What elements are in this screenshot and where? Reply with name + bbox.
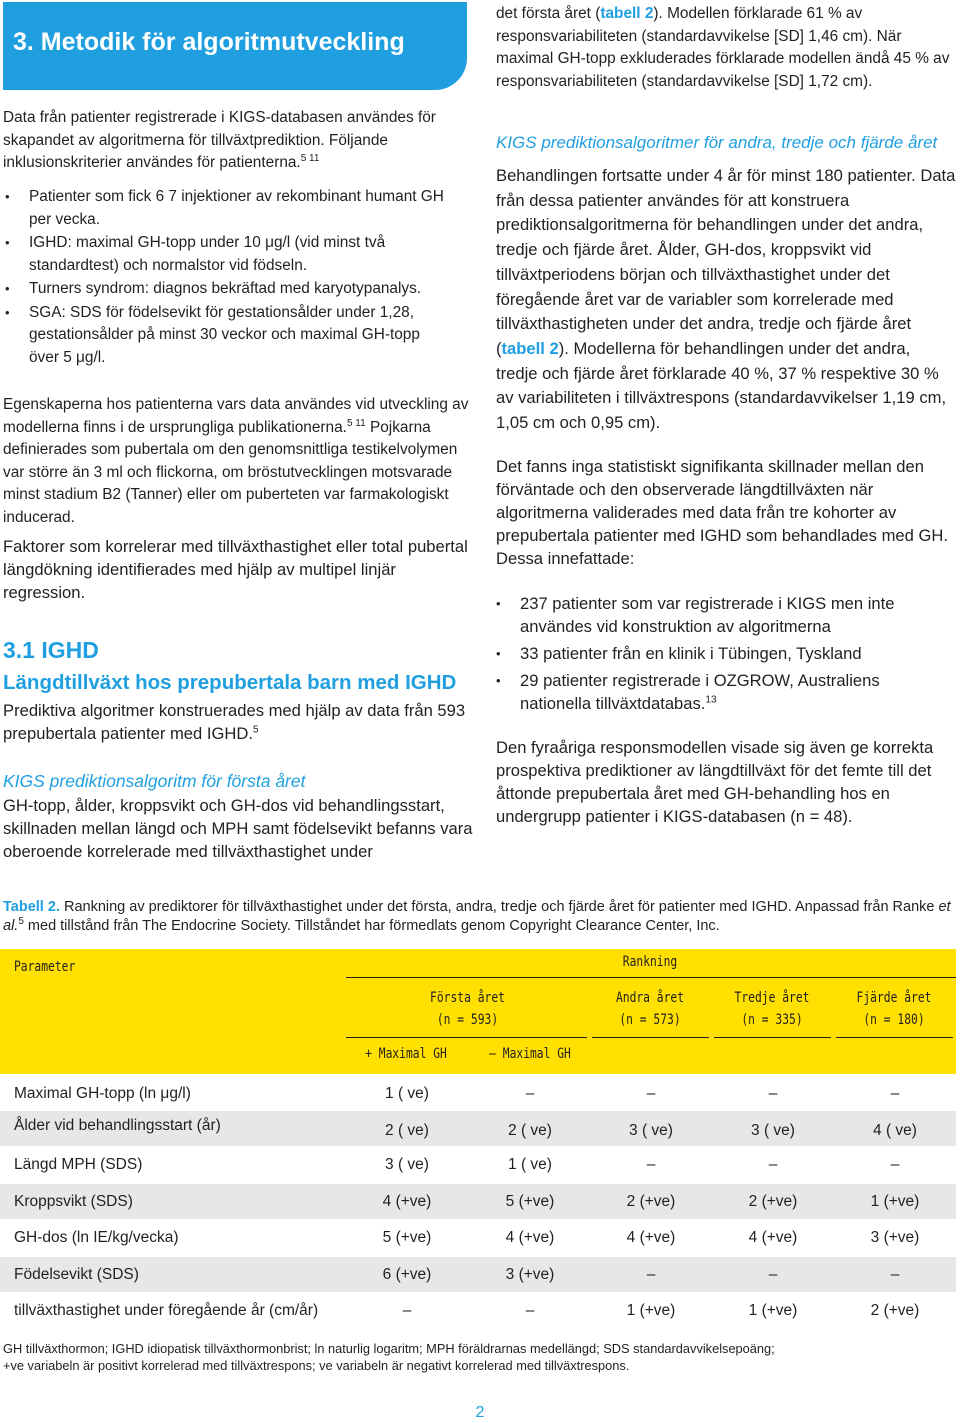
- four-year-paragraph: Den fyraåriga responsmodellen visade sig även ge korrekta prospektiva prediktioner av längdtillväxt för det femte till det åttonde prepubertala året med GH-behandling hos en undergrupp patienter i KIGS-databasen (n = 48).: [496, 738, 934, 826]
- cohort-item: • 29 patienter registrerade i OZGROW, Australiens nationella tillväxtdatabas.$^{13}$: [496, 669, 926, 715]
- header-plus-max-gh: + Maximal GH: [365, 1046, 447, 1062]
- row-param: Längd MPH (SDS): [14, 1156, 143, 1173]
- table-header: [0, 949, 956, 1074]
- para2-ref: 5 11: [346, 417, 366, 429]
- inclusion-criteria-list: [5, 186, 445, 369]
- third-year-divider: [714, 1037, 831, 1038]
- header-first-year: Första året (n = 593): [430, 990, 505, 1028]
- header-parameter: Parameter: [14, 959, 76, 975]
- first-year-divider: [346, 1037, 587, 1038]
- algorithm-paragraph: Prediktiva algoritmer konstruerades med hjälp av data från 593 prepubertala patienter med IGHD.$^5$: [3, 701, 466, 743]
- ranking-divider: [346, 977, 956, 978]
- table-row: [0, 1184, 956, 1219]
- criteria-item: • IGHD: maximal GH-topp under 10 μg/l (vid minst två standardtest) och normalstor vid födseln.: [5, 232, 445, 277]
- cohort-item: • 33 patienter från en klinik i Tübingen, Tyskland: [496, 642, 926, 665]
- subheading-first-year: KIGS prediktionsalgoritm för första året: [3, 771, 306, 791]
- intro-paragraph: Data från patienter registrerade i KIGS-databasen användes för skapandet av algoritmerna för tillväxtprediktion. Följande inklusionskriterier användes för patienterna.$^{5 11}$: [3, 109, 436, 171]
- row-param: Ålder vid behandlingsstart (år): [14, 1117, 221, 1134]
- table-ref-link[interactable]: tabell 2: [501, 338, 559, 358]
- table-row: Födelsevikt (SDS) 6 (+ve) 3 (+ve) – – –: [0, 1257, 956, 1292]
- row-param: Kroppsvikt (SDS): [14, 1193, 133, 1210]
- cell-third: 1 (+ve): [748, 1302, 798, 1319]
- page-number: 2: [475, 1404, 485, 1421]
- cell-first-minus: 2 ( ve): [508, 1122, 552, 1139]
- validation-paragraph: Det fanns inga statistiskt signifikanta skillnader mellan den förväntade och den observerade längdtillväxten när algoritmerna validerades med data från tre kohorter av prepubertala patienter med IGHD som behandlades med GH. Dessa innefattade:: [496, 457, 948, 568]
- first-year-paragraph: GH-topp, ålder, kroppsvikt och GH-dos vid behandlingsstart, skillnaden mellan längd och MPH samt födelsevikt befanns vara oberoende korrelerade med tillväxthastighet under: [3, 796, 473, 861]
- cell-second: 2 (+ve): [626, 1193, 676, 1210]
- table-row: Maximal GH-topp (ln μg/l) 1 ( ve) – – – –: [14, 1085, 900, 1102]
- second-year-divider: [592, 1037, 709, 1038]
- model-paragraph: det första året (tabell 2). Modellen förklarade 61 % av responsvariabiliteten (standardavvikelse [SD] 1,46 cm). När maximal GH-topp exkluderades förklarade modellen ändå 45 % av responsvariabiliteten (standardavvikelse [SD] 1,72 cm).: [496, 5, 950, 90]
- cell-first-plus: 2 ( ve): [385, 1122, 429, 1139]
- row-param: GH-dos (ln IE/kg/vecka): [14, 1229, 179, 1246]
- table-row: [0, 1220, 956, 1255]
- cell-third: 4 (+ve): [748, 1229, 798, 1246]
- section-banner: [3, 2, 467, 90]
- row-param: Födelsevikt (SDS): [14, 1266, 139, 1283]
- cell-second: 3 ( ve): [629, 1122, 673, 1139]
- cell-first-minus: 5 (+ve): [505, 1193, 555, 1210]
- cell-third: 3 ( ve): [751, 1122, 795, 1139]
- table-label: Tabell 2.: [3, 899, 60, 915]
- characteristics-paragraph: Egenskaperna hos patienterna vars data användes vid utveckling av modellerna finns i de ursprungliga publikationerna.$^{5 11}$ Pojkarna definierades som pubertala om den genomsnittliga testikelvolymen var större än 3 ml och flickorna, om bröstutvecklingen motsvarade minst stadium B2 (Tanner) eller om puberteten var farmakologiskt inducerad.: [3, 396, 469, 526]
- header-third-year: Tredje året (n = 335): [734, 990, 810, 1028]
- cell-first-minus: 4 (+ve): [505, 1229, 555, 1246]
- intro-ref: 5 11: [300, 152, 320, 164]
- heading-3-1: 3.1 IGHD: [3, 637, 99, 663]
- header-minus-max-gh: — Maximal GH: [489, 1046, 571, 1062]
- cell-first-plus: 6 (+ve): [382, 1266, 432, 1283]
- table-row: [0, 1111, 956, 1146]
- subheading-later-years: KIGS prediktionsalgoritmer för andra, tredje och fjärde året: [496, 133, 938, 152]
- table-row: tillväxthastighet under föregående år (cm/år) – – 1 (+ve) 1 (+ve) 2 (+ve): [0, 1293, 956, 1328]
- header-fourth-year: Fjärde året (n = 180): [856, 990, 932, 1028]
- criteria-item: • SGA: SDS för födelsevikt för gestationsålder under 1,28, gestationsålder på minst 30 veckor och maximal GH-topp över 5 μg/l.: [5, 302, 445, 370]
- table-body: [0, 1074, 956, 1329]
- header-ranking: Rankning: [622, 954, 678, 970]
- cell-first-minus: 1 ( ve): [508, 1156, 552, 1173]
- cell-first-minus: 3 (+ve): [505, 1266, 555, 1283]
- section-title: 3. Metodik för algoritmutveckling: [13, 28, 405, 56]
- cohort-list: [496, 592, 926, 715]
- cell-second: 1 (+ve): [626, 1302, 676, 1319]
- cell-fourth: 1 (+ve): [870, 1193, 920, 1210]
- criteria-item: • Patienter som fick 6 7 injektioner av rekombinant humant GH per vecka.: [5, 186, 445, 231]
- cell-fourth: 4 ( ve): [873, 1122, 917, 1139]
- table-ref-link[interactable]: tabell 2: [600, 5, 654, 22]
- table-row: Längd MPH (SDS) 3 ( ve) 1 ( ve) – – –: [14, 1156, 900, 1173]
- later-years-paragraph: Behandlingen fortsatte under 4 år för minst 180 patienter. Data från dessa patienter användes för att konstruera prediktionsalgoritmerna för behandlingen under det andra, tredje och fjärde året. Ålder, GH-dos, kroppsvikt vid tillväxtperiodens början och tillväxthastighet under det föregående året var de variabler som korrelerade med tillväxthastigheten under det andra, tredje och fjärde året (tabell 2). Modellerna för behandlingen under det andra, tredje och fjärde året förklarade 40 %, 37 % respektive 30 % av variabiliteten i tillväxtrespons (standardavvikelser 1,19 cm, 1,05 cm och 0,95 cm).: [496, 166, 956, 433]
- cell-third: 2 (+ve): [748, 1193, 798, 1210]
- table-caption: Tabell 2. Rankning av prediktorer för tillväxthastighet under det första, andra, tredje och fjärde året för patienter med IGHD. Anpassad från Ranke et al.$^5$ med tillstånd från The Endocrine Society. Tillståndet har förmedlats genom Copyright Clearance Center, Inc.: [3, 899, 951, 934]
- table-footnote: GH tillväxthormon; IGHD idiopatisk tillväxthormonbrist; ln naturlig logaritm; MPH föräldrarnas medellängd; SDS standardavvikelsepoäng; +ve variabeln är positivt korrelerad med tillväxtrespons; ve variabeln är negativt korrelerad med tillväxtrespons.: [3, 1341, 775, 1373]
- cell-first-plus: 4 (+ve): [382, 1193, 432, 1210]
- row-param: Maximal GH-topp (ln μg/l): [14, 1085, 191, 1102]
- cohort-item: • 237 patienter som var registrerade i KIGS men inte användes vid konstruktion av algoritmerna: [496, 592, 926, 638]
- fourth-year-divider: [836, 1037, 953, 1038]
- header-second-year: Andra året (n = 573): [615, 990, 685, 1028]
- cell-fourth: 3 (+ve): [870, 1229, 920, 1246]
- para4-ref: 5: [252, 724, 259, 736]
- cohort-ref: 13: [705, 694, 717, 706]
- criteria-item: • Turners syndrom: diagnos bekräftad med karyotypanalys.: [5, 278, 445, 301]
- heading-ighd-growth: Längdtillväxt hos prepubertala barn med IGHD: [3, 671, 457, 694]
- cell-fourth: 2 (+ve): [870, 1302, 920, 1319]
- row-param: tillväxthastighet under föregående år (cm/år): [14, 1302, 319, 1319]
- cell-first-plus: 5 (+ve): [382, 1229, 432, 1246]
- cell-first-plus: 1 ( ve): [385, 1085, 429, 1102]
- regression-paragraph: Faktorer som korrelerar med tillväxthastighet eller total pubertal längdökning identifierades med hjälp av multipel linjär regression.: [3, 537, 468, 602]
- cell-first-plus: 3 ( ve): [385, 1156, 429, 1173]
- cell-second: 4 (+ve): [626, 1229, 676, 1246]
